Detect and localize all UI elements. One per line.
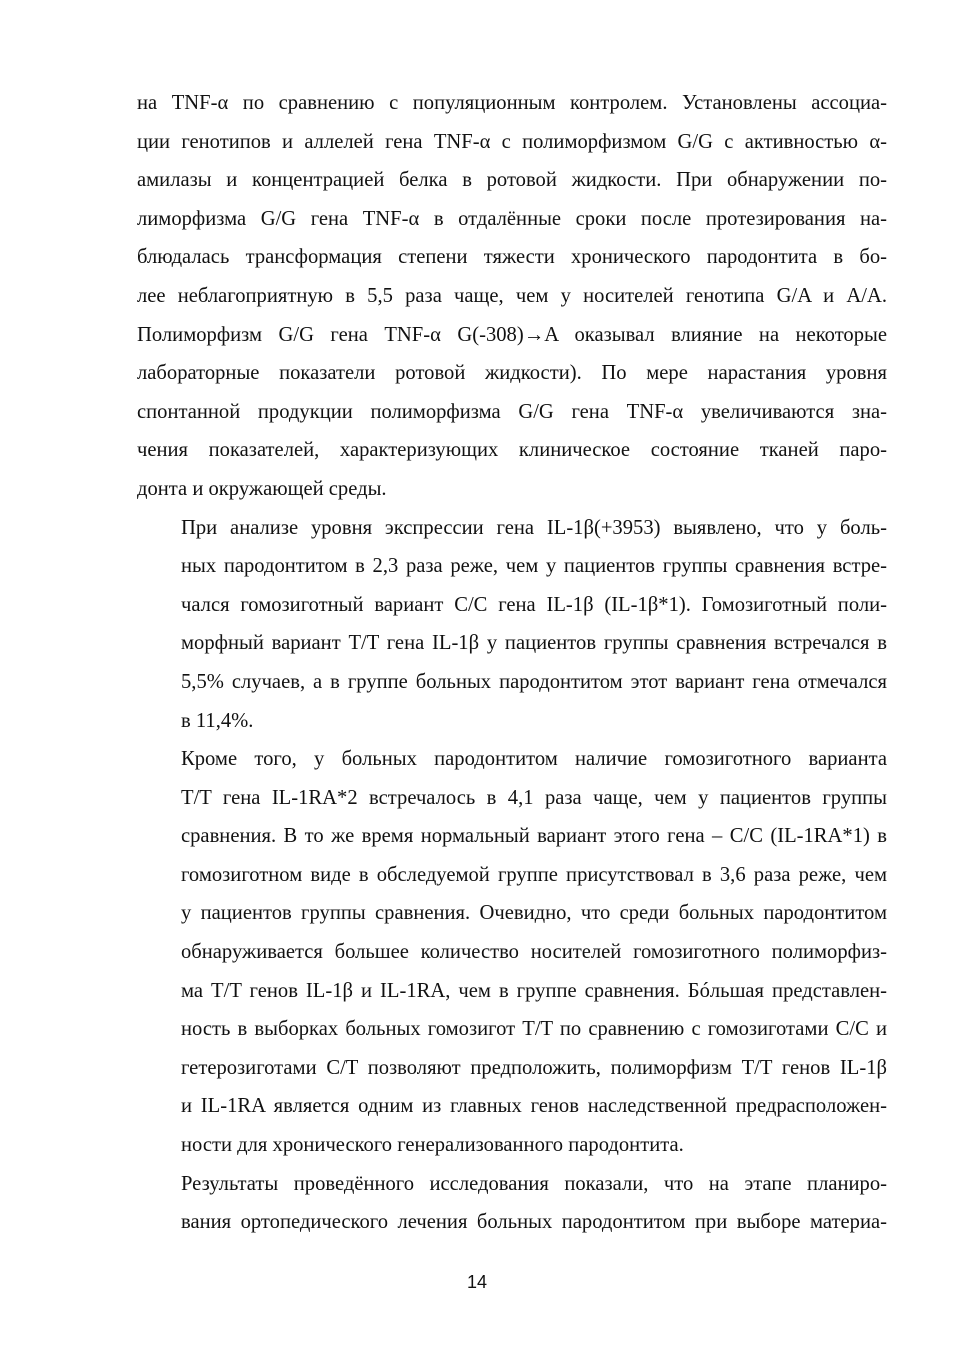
- text-line: чения показателей, характеризующих клиническое состояние тканей паро-: [137, 439, 887, 462]
- text-line: лиморфизма G/G гена TNF-α в отдалённые сроки после протезирования на-: [137, 207, 887, 230]
- text-line: на TNF-α по сравнению с популяционным контролем. Установлены ассоциа-: [137, 92, 887, 114]
- text-line: ции генотипов и аллелей гена TNF-α с полиморфизмом G/G с активностью α-: [137, 130, 887, 153]
- text-line: 5,5% случаев, а в группе больных пародонтитом этот вариант гена отмечался: [181, 670, 887, 693]
- paragraph-2: [137, 509, 887, 741]
- text-line: у пациентов группы сравнения. Очевидно, что среди больных пародонтитом: [181, 902, 887, 925]
- text-line: амилазы и концентрацией белка в ротовой жидкости. При обнаружении по-: [137, 169, 887, 192]
- text-line: T/T гена IL-1RA*2 встречалось в 4,1 раза чаще, чем у пациентов группы: [181, 786, 887, 809]
- body-text: [137, 84, 887, 1242]
- text-line: ности для хронического генерализованного пародонтита.: [181, 1134, 684, 1157]
- text-line: При анализе уровня экспрессии гена IL-1β(+3953) выявлено, что у боль-: [181, 516, 887, 539]
- text-line: Кроме того, у больных пародонтитом наличие гомозиготного варианта: [181, 748, 887, 771]
- text-line: вания ортопедического лечения больных пародонтитом при выборе материа-: [181, 1211, 887, 1234]
- text-line: ных пародонтитом в 2,3 раза реже, чем у пациентов группы сравнения встре-: [181, 555, 887, 578]
- text-line: обнаруживается большее количество носителей гомозиготного полиморфиз-: [181, 941, 887, 964]
- text-line: лее неблагоприятную в 5,5 раза чаще, чем у носителей генотипа G/A и A/A.: [137, 284, 887, 307]
- text-line: донта и окружающей среды.: [137, 477, 387, 500]
- text-line: Результаты проведённого исследования показали, что на этапе планиро-: [181, 1172, 887, 1195]
- text-line: ма T/T генов IL-1β и IL-1RA, чем в группе сравнения. Бóльшая представлен-: [181, 979, 887, 1002]
- text-line: лабораторные показатели ротовой жидкости). По мере нарастания уровня: [137, 362, 887, 385]
- paragraph-4: [137, 1165, 887, 1242]
- text-line: Полиморфизм G/G гена TNF-α G(-308)→A оказывал влияние на некоторые: [137, 323, 887, 346]
- text-line: ность в выборках больных гомозигот T/T по сравнению с гомозиготами C/C и: [181, 1018, 887, 1041]
- paragraph-3: [137, 740, 887, 1165]
- text-line: морфный вариант T/T гена IL-1β у пациентов группы сравнения встречался в: [181, 632, 887, 655]
- paragraph-1: [137, 84, 887, 509]
- page-number: 14: [466, 1272, 488, 1292]
- text-line: и IL-1RA является одним из главных генов наследственной предрасположен-: [181, 1095, 887, 1118]
- text-line: блюдалась трансформация степени тяжести хронического пародонтита в бо-: [137, 246, 887, 269]
- text-line: гетерозиготами C/T позволяют предположить, полиморфизм T/T генов IL-1β: [181, 1056, 887, 1079]
- text-line: спонтанной продукции полиморфизма G/G гена TNF-α увеличиваются зна-: [137, 400, 887, 423]
- text-line: в 11,4%.: [181, 709, 254, 732]
- text-line: чался гомозиготный вариант C/C гена IL-1β (IL-1β*1). Гомозиготный поли-: [181, 593, 887, 616]
- text-line: гомозиготном виде в обследуемой группе присутствовал в 3,6 раза реже, чем: [181, 863, 887, 886]
- text-line: сравнения. В то же время нормальный вариант этого гена – C/C (IL-1RA*1) в: [181, 825, 887, 848]
